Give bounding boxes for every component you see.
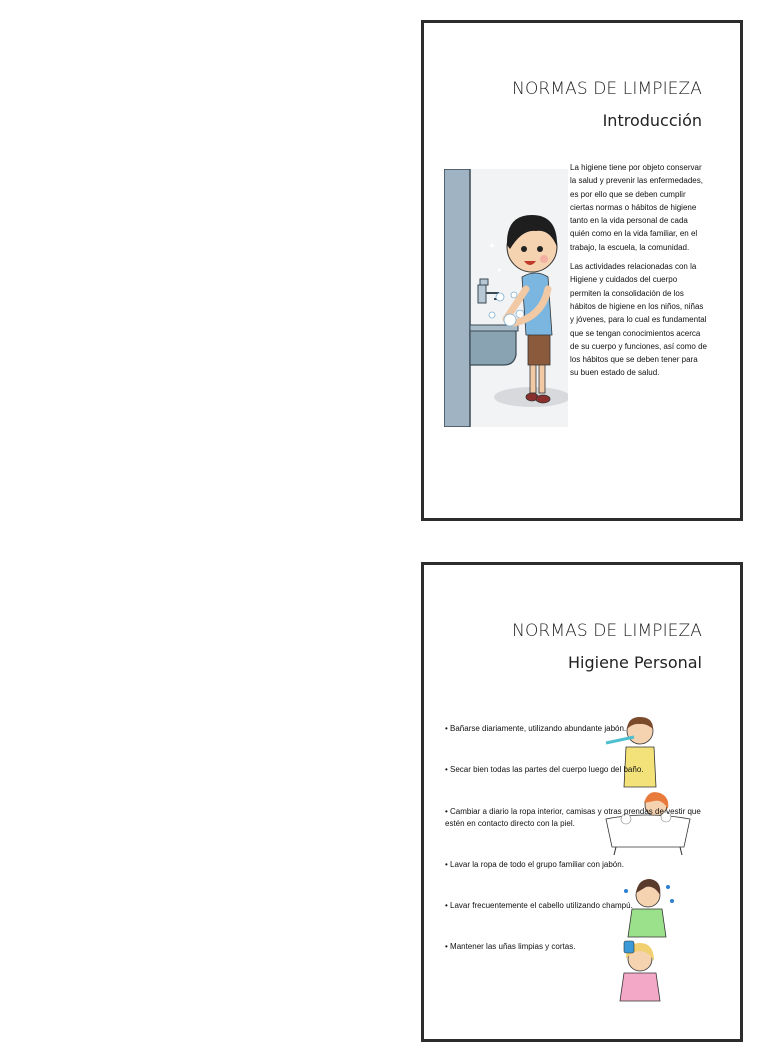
introduction-text bbox=[570, 161, 708, 386]
list-item: • Lavar la ropa de todo el grupo familiar con jabón. bbox=[445, 860, 624, 869]
list-item: • Bañarse diariamente, utilizando abundante jabón. bbox=[445, 724, 627, 733]
list-item: • Secar bien todas las partes del cuerpo luego del baño. bbox=[445, 765, 644, 774]
page-subtitle: Higiene Personal bbox=[567, 653, 702, 672]
svg-text:✦: ✦ bbox=[488, 241, 497, 252]
list-item: • Lavar frecuentemente el cabello utilizando champú. bbox=[445, 901, 633, 910]
document-page-1 bbox=[421, 20, 743, 521]
list-item: • Mantener las uñas limpias y cortas. bbox=[445, 942, 576, 951]
list-item: • Cambiar a diario la ropa interior, camisas y otras prendas de vestir que estén en contacto directo con la piel. bbox=[445, 807, 701, 828]
document-page-2 bbox=[421, 562, 743, 1042]
svg-text:✦: ✦ bbox=[496, 266, 503, 275]
paragraph: Las actividades relacionadas con la Higiene y cuidados del cuerpo permiten la consolidación de los hábitos de higiene en los niños, niñas y jóvenes, para lo cual es fundamental que se tengan conocimientos acerca de su cuerpo y funciones, así como de los hábitos que se deben tener para su buen estado de salud. bbox=[570, 262, 707, 378]
paragraph: La higiene tiene por objeto conservar la salud y prevenir las enfermedades, es por ello que se deben cumplir ciertas normas o hábitos de higiene tanto en la vida personal de cada quién como en la vida familiar, en el trabajo, la escuela, la comunidad. bbox=[570, 163, 703, 252]
page-subtitle: Introducción bbox=[602, 111, 702, 130]
page-title: NORMAS DE LIMPIEZA bbox=[512, 79, 702, 99]
boy-washing-hands-illustration bbox=[444, 169, 568, 427]
page-title: NORMAS DE LIMPIEZA bbox=[512, 621, 702, 641]
